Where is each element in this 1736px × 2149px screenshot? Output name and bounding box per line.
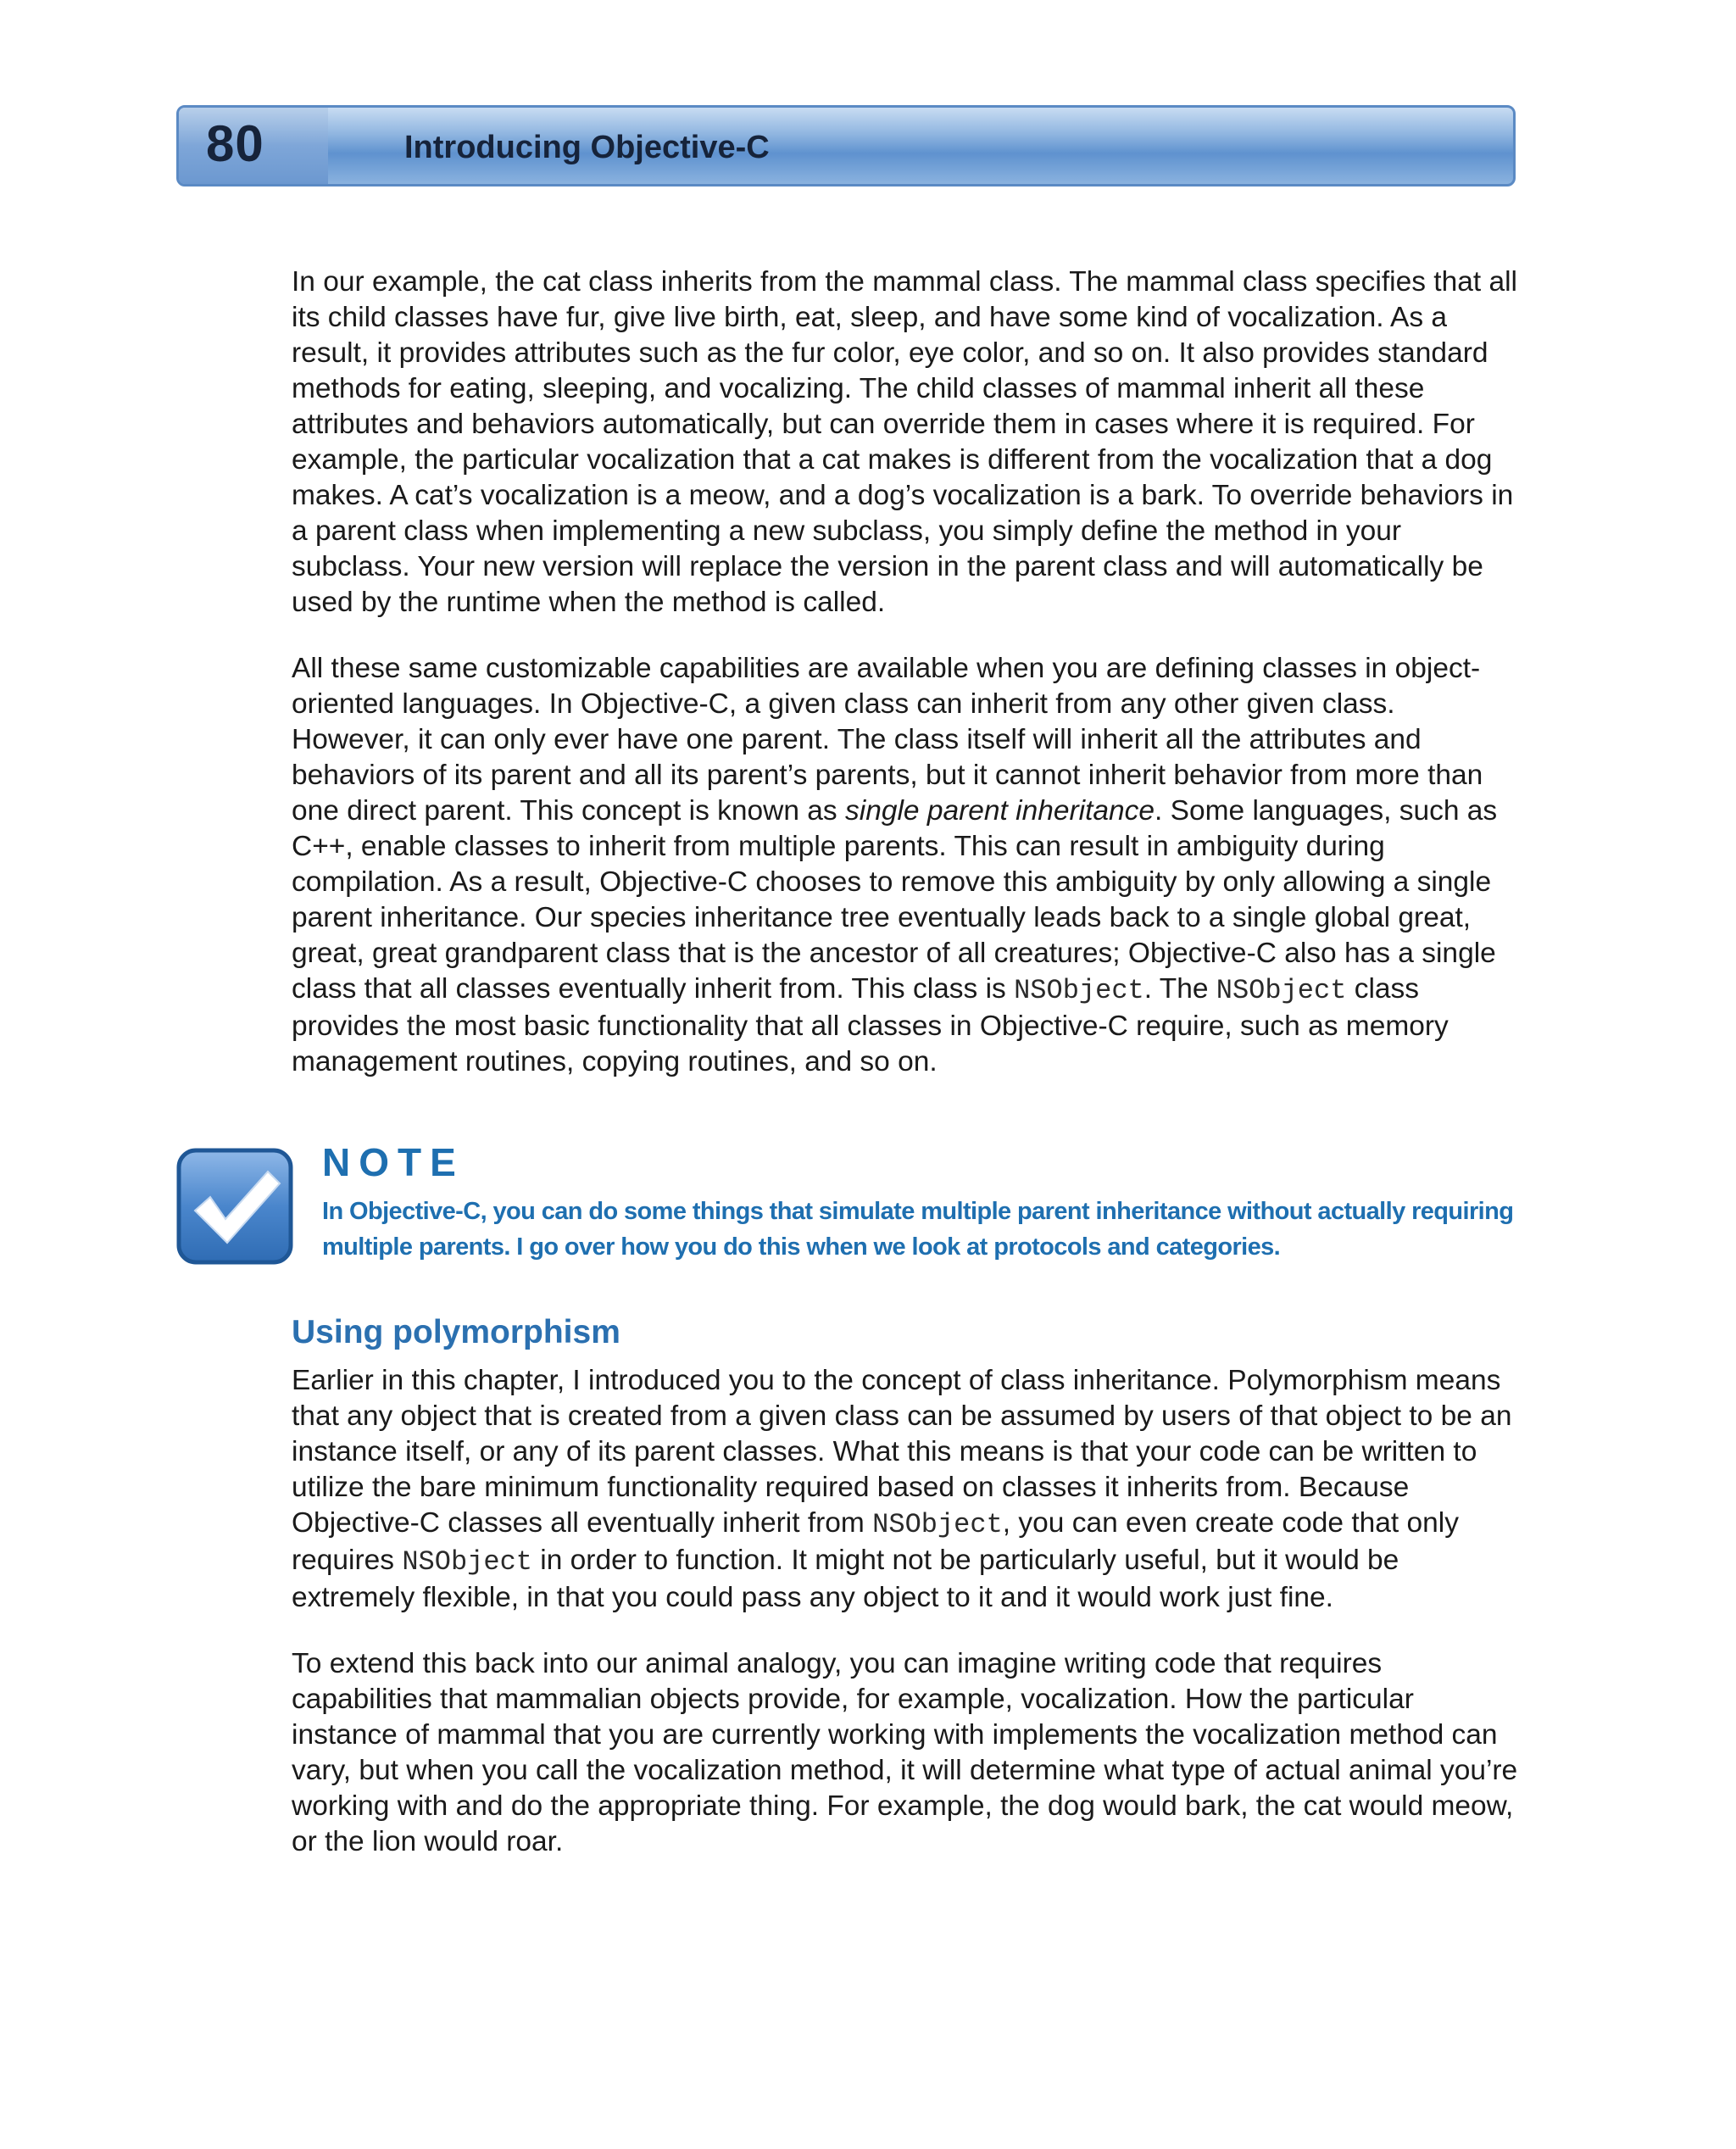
paragraph-2-text-b: . Some languages, such as C++, enable classes to inherit from multiple parents. This can result in ambiguity during compilation. As a result, Objective-C chooses to remove this ambiguity by only allowing a single parent inheritance. Our species inheritance tree eventually leads back to a single global great, great, great grandparent class that is the ancestor of all creatures; Objective-C also has a single class that all classes eventually inherit from. This class is [292, 795, 1498, 1005]
code-nsobject: NSObject [402, 1546, 532, 1578]
code-nsobject: NSObject [1216, 975, 1347, 1006]
chapter-header-banner [176, 105, 1516, 187]
page-number: 80 [206, 115, 264, 172]
paragraph-2-text-d: class provides the most basic functionality that all classes in Objective-C require, such as memory management routines, copying routines, and so on. [292, 973, 1449, 1077]
paragraph-2 [292, 651, 1519, 1080]
section-heading: Using polymorphism [292, 1314, 620, 1350]
main-content [292, 264, 1519, 1080]
section-content [292, 1363, 1519, 1860]
checkmark-icon [176, 1148, 293, 1265]
paragraph-2-text-c: . The [1143, 973, 1216, 1005]
paragraph-4: To extend this back into our animal analogy, you can imagine writing code that requires capabilities that mammalian objects provide, for example, vocalization. How the particular instance of mammal that you are currently working with implements the vocalization method can vary, but when you call the vocalization method, it will determine what type of actual animal you’re working with and do the appropriate thing. For example, the dog would bark, the cat would meow, or the lion would roar. [292, 1648, 1518, 1857]
code-nsobject: NSObject [872, 1509, 1003, 1540]
paragraph-3-text-c: in order to function. It might not be particularly useful, but it would be extremely flexible, in that you could pass any object to it and it would work just fine. [292, 1545, 1399, 1613]
chapter-title: Introducing Objective-C [404, 130, 770, 165]
paragraph-1: In our example, the cat class inherits from the mammal class. The mammal class specifies that all its child classes have fur, give live birth, eat, sleep, and have some kind of vocalization. As a result, it provides attributes such as the fur color, eye color, and so on. It also provides standard methods for eating, sleeping, and vocalizing. The child classes of mammal inherit all these attributes and behaviors automatically, but can override them in cases where it is required. For example, the particular vocalization that a cat makes is different from the vocalization that a dog makes. A cat’s vocalization is a meow, and a dog’s vocalization is a bark. To override behaviors in a parent class when implementing a new subclass, you simply define the method in your subclass. Your new version will replace the version in the parent class and will automatically be used by the runtime when the method is called. [292, 266, 1517, 618]
code-nsobject: NSObject [1014, 975, 1144, 1006]
paragraph-3 [292, 1363, 1519, 1616]
note-heading: NOTE [322, 1140, 465, 1184]
note-callout [176, 1139, 1533, 1275]
note-text: In Objective-C, you can do some things that simulate multiple parent inheritance without actually requiring multiple parents. I go over how you do this when we look at protocols and categories. [322, 1198, 1514, 1261]
paragraph-3-text-b: , you can even create code that only requires [292, 1507, 1459, 1576]
paragraph-2-text-a: All these same customizable capabilities are available when you are defining classes in object-oriented languages. In Objective-C, a given class can inherit from any other given class. However, it can only ever have one parent. The class itself will inherit all the attributes and behaviors of its parent and all its parent’s parents, but it cannot inherit behavior from more than one direct parent. This concept is known as [292, 653, 1483, 827]
term-single-parent-inheritance: single parent inheritance [845, 795, 1155, 827]
paragraph-3-text-a: Earlier in this chapter, I introduced you to the concept of class inheritance. Polymorphism means that any object that is created from a given class can be assumed by users of that object to be an instance itself, or any of its parent classes. What this means is that your code can be written to utilize the bare minimum functionality required based on classes it inherits from. Because Objective-C classes all eventually inherit from [292, 1365, 1512, 1539]
